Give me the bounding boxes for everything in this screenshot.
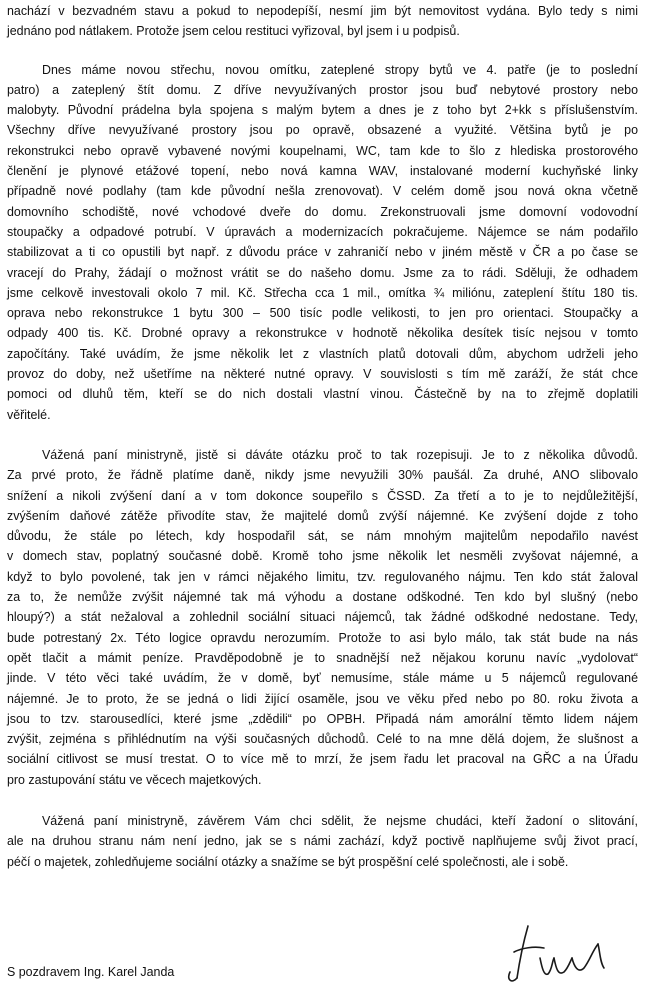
text-line: snížení a nikoli zvýšení daní a v tom dokonce soupeřilo s ČSSD. Za třetí a to je to nejdůležitější, (7, 488, 638, 503)
text-line: Vážená paní ministryně, jistě si dáváte otázku proč to tak rozepisuji. Je to z několika důvodů. (42, 447, 638, 462)
text-line: zvýšit, zejména s přihlédnutím na výši současných důchodů. Celé to na mne dělá dojem, že slušnost a (7, 732, 638, 747)
closing-salutation: S pozdravem Ing. Karel Janda (7, 965, 175, 979)
text-line: opět tlačit a mámit peníze. Pravděpodobně je to snadnější než nějakou korunu navíc „vydolovat“ (7, 650, 638, 665)
text-line: pro zastupování státu ve věcech majetkových. (7, 772, 262, 787)
text-line: členění je plynové etážové topení, nebo nová kamna WAV, instalované moderní kuchyňské linky (7, 164, 638, 179)
text-line: stabilizovat a ti co opustili byt např. z důvodu práce v zahraničí nebo v jiném městě v ČR a po čase se (7, 245, 638, 260)
text-line: odpady 400 tis. Kč. Drobné opravy a rekonstrukce v hodnotě několika desítek tisíc nejsou v tomto (7, 326, 638, 341)
text-line: sociální citlivost se musí trestat. O to více mě to mrzí, že jsem řadu let pracoval na GŘC a na Úřadu (7, 752, 638, 767)
text-line: Všechny dříve nevyužívané prostory jsou po opravě, obsazené a využité. Většina bytů je po (7, 123, 638, 138)
text-line: v domech stav, poplatný současné době. Kromě toho jsme několik let nesměli zvyšovat nájemné, a (7, 549, 638, 564)
text-line: vracejí do Prahy, žádají o možnost vrátit se do našeho domu. Jsme za to rádi. Sděluji, že odhadem (7, 265, 638, 280)
text-line: péčí o majetek, zohledňujeme sociální otázky a snažíme se být prospěšní celé společnosti, ale i sobě. (7, 854, 569, 869)
text-line: stoupačky a odpadové potrubí. V úpravách a modernizacích pokračujeme. Nájemce se nám podařilo (7, 224, 638, 239)
text-line: důvodu, že stále po létech, kdy hospodařil sát, se nám mnohým majitelům nepodařilo navést (7, 529, 638, 544)
text-line: domovního schodiště, nové vchodové dveře do domu. Zrekonstruovali jsme domovní vodovodní (7, 204, 638, 219)
text-line: jinde. V této věci také uvádím, že v domě, byť nemusíme, stále máme u 5 nájemců regulované (7, 671, 638, 686)
text-line: oprava nebo rekonstrukce 1 bytu 300 – 500 tisíc podle velikosti, to jen pro orientaci. Stoupačky a (7, 306, 638, 321)
text-line: rekonstrukci nebo opravě vybavené novými koupelnami, WC, tam kde to šlo z hlediska prostorového (7, 143, 638, 158)
text-line: nájemné. Je to proto, že se jedná o lidi žijící osaměle, jsou ve věku před nebo po 80. roku života a (7, 691, 638, 706)
text-line: pomoci od dluhů těm, kteří se do nich dostali vlastní vinou. Částečně by na to zřejmě doplatili (7, 387, 638, 402)
text-line: Vážená paní ministryně, závěrem Vám chci sdělit, že nejsme chudáci, kteří žadoní o slitování, (42, 813, 638, 828)
text-line: ale na druhou stranu nám není jedno, jak se s námi zachází, když poctivě naplňujeme svůj život prací, (7, 834, 638, 849)
paragraph-restitution (7, 1, 638, 42)
text-line: malobyty. Původní prádelna byla spojena s malým bytem a dnes je z toho byt 2+kk s příslušenstvím. (7, 103, 638, 118)
text-line: za to, že nemůže zvýšit nájemné tak má výhodu a dostane odškodné. Ten kdo byl slušný (nebo (7, 590, 638, 605)
text-line: Dnes máme novou střechu, novou omítku, zateplené stropy bytů ve 4. patře (je to poslední (42, 62, 638, 77)
text-line: patro) a zateplený štít domu. Z dříve nevyužívaných prostor jsou buď nebytové prostory nebo (7, 82, 638, 97)
text-line: bude potrestaný 2x. Této logice opravdu nerozumím. Protože to asi bylo málo, tak stát bude na nás (7, 630, 638, 645)
text-line: započítány. Také uvádím, že jsme několik let z vlastních platů dotovali dům, abychom udrželi jeho (7, 346, 638, 361)
text-line: jsou to tzv. starousedlíci, které jsme „zdědili“ po OPBH. Připadá nám amorální těmto lidem nájem (7, 711, 638, 726)
paragraph-taxes (7, 445, 638, 790)
text-line: Za prvé proto, že řádně platíme daně, nikdy jsme nevyužili 30% paušál. Za druhé, ANO slibovalo (7, 468, 638, 483)
text-line: věřitelé. (7, 407, 51, 422)
text-line: případně nové podlahy (tam kde původní nešla zrenovovat). V celém domě jsou nová okna včetně (7, 184, 638, 199)
text-line: jednáno pod nátlakem. Protože jsem celou restituci vyřizoval, byl jsem i u podpisů. (7, 24, 460, 39)
text-line: zvýšením daňové zátěže přivodíte stav, že majitelé domů zvýší nájemné. Ke zvýšení dojde z toho (7, 508, 638, 523)
text-line: když to bylo povolené, tak jen v rámci nějakého limitu, tzv. regulovaného nájmu. Ten kdo stát žaloval (7, 569, 638, 584)
paragraph-renovations (7, 60, 638, 425)
text-line: nachází v bezvadném stavu a pokud to nepodepíší, nesmí jim být nemovitost vydána. Bylo tedy s nimi (7, 4, 638, 18)
text-line: hloupý?) a stát nežaloval a zohlednil sociální situaci nájemců, tak žádné odškodné nedostane. Tedy, (7, 610, 638, 625)
text-line: jsme celkově investovali okolo 7 mil. Kč. Střecha cca 1 mil., omítka ¾ miliónu, zateplení štítu 180 tis. (7, 285, 638, 300)
paragraph-conclusion (7, 811, 638, 872)
text-line: provoz do doby, než ušetříme na některé nutné opravy. V souvislosti s tím mě zaráží, že stát chce (7, 367, 638, 382)
handwritten-signature-icon (500, 918, 630, 990)
